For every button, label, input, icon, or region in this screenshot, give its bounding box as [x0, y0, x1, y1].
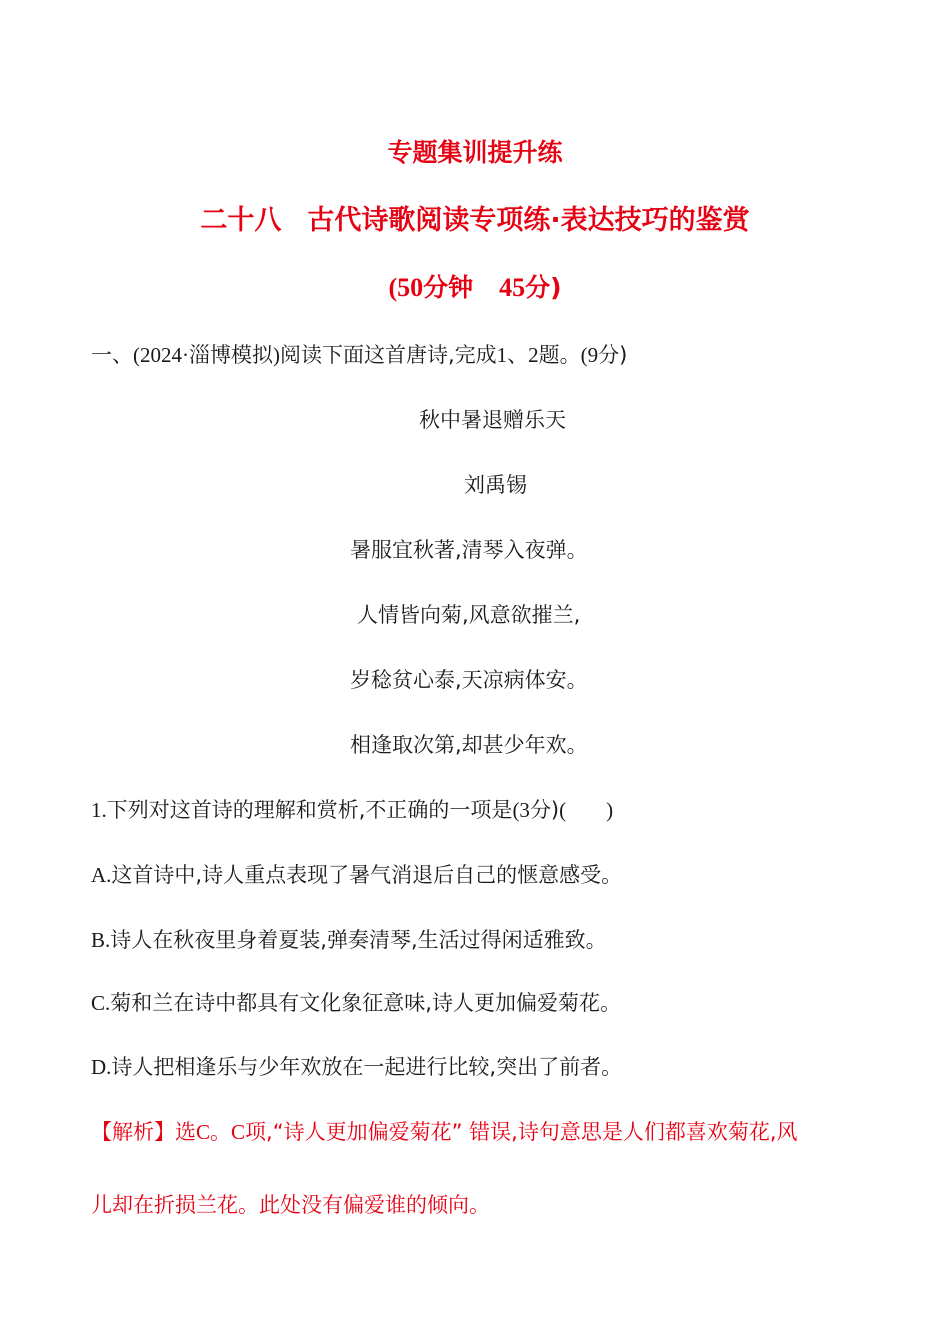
poem-line: 人情皆向菊,风意欲摧兰, — [357, 603, 581, 627]
score-number: 45 — [499, 273, 526, 302]
question-stem — [91, 796, 613, 824]
analysis-choose: 选 — [175, 1120, 196, 1144]
poem-line: 暑服宜秋著,清琴入夜弹。 — [350, 538, 588, 562]
option-b — [91, 926, 607, 954]
page-title: 专题集训提升练 — [387, 138, 563, 167]
analysis-line-1 — [91, 1118, 798, 1146]
analysis-option-ref: C — [231, 1120, 246, 1144]
page-subtitle — [0, 198, 950, 237]
answer-paren-open: ( — [559, 798, 567, 822]
analysis-label: 【解析】 — [91, 1120, 175, 1144]
section-instruction: 阅读下面这首唐诗,完成 — [279, 343, 497, 367]
analysis-answer: C。 — [196, 1120, 232, 1144]
section-prefix: 一、 — [91, 343, 133, 367]
section-suffix: 题。 — [538, 343, 581, 367]
section-items: 1、2 — [496, 343, 539, 367]
option-letter: A. — [91, 863, 112, 887]
section-points-unit: 分) — [598, 343, 628, 367]
option-text: 这首诗中,诗人重点表现了暑气消退后自己的惬意感受。 — [111, 863, 623, 887]
poem-line: 岁稔贫心泰,天凉病体安。 — [350, 668, 588, 692]
option-letter: D. — [91, 1055, 112, 1079]
section-heading — [91, 341, 627, 369]
option-d — [91, 1053, 622, 1081]
analysis-line-2: 儿却在折损兰花。此处没有偏爱谁的倾向。 — [91, 1193, 490, 1217]
option-text: 诗人在秋夜里身着夏装,弹奏清琴,生活过得闲适雅致。 — [110, 928, 607, 952]
question-points: (3 — [512, 798, 530, 822]
poem-line: 相逢取次第,却甚少年欢。 — [350, 733, 588, 757]
question-number: 1. — [91, 798, 107, 822]
option-text: 诗人把相逢乐与少年欢放在一起进行比较,突出了前者。 — [111, 1055, 623, 1079]
subtitle-text: 古代诗歌阅读专项练·表达技巧的鉴赏 — [307, 205, 750, 236]
answer-paren-close: ) — [606, 798, 614, 822]
section-points: (9 — [580, 343, 599, 367]
time-score-line — [0, 268, 950, 304]
option-text: 菊和兰在诗中都具有文化象征意味,诗人更加偏爱菊花。 — [110, 991, 621, 1015]
option-letter: C. — [91, 991, 111, 1015]
option-a — [91, 861, 622, 889]
time-number: (50 — [388, 273, 424, 302]
score-unit: 分) — [525, 273, 562, 302]
poem-author: 刘禹锡 — [464, 473, 527, 497]
question-text: 下列对这首诗的理解和赏析,不正确的一项是 — [106, 798, 513, 822]
analysis-text: 项,“诗人更加偏爱菊花” 错误,诗句意思是人们都喜欢菊花,风 — [245, 1120, 798, 1144]
question-points-unit: 分) — [529, 798, 560, 822]
poem-title: 秋中暑退赠乐天 — [419, 408, 566, 432]
section-source: (2024·淄博模拟) — [133, 343, 280, 367]
option-letter: B. — [91, 928, 111, 952]
time-unit: 分钟 — [423, 273, 474, 302]
option-c — [91, 989, 621, 1017]
subtitle-number: 二十八 — [200, 205, 282, 236]
